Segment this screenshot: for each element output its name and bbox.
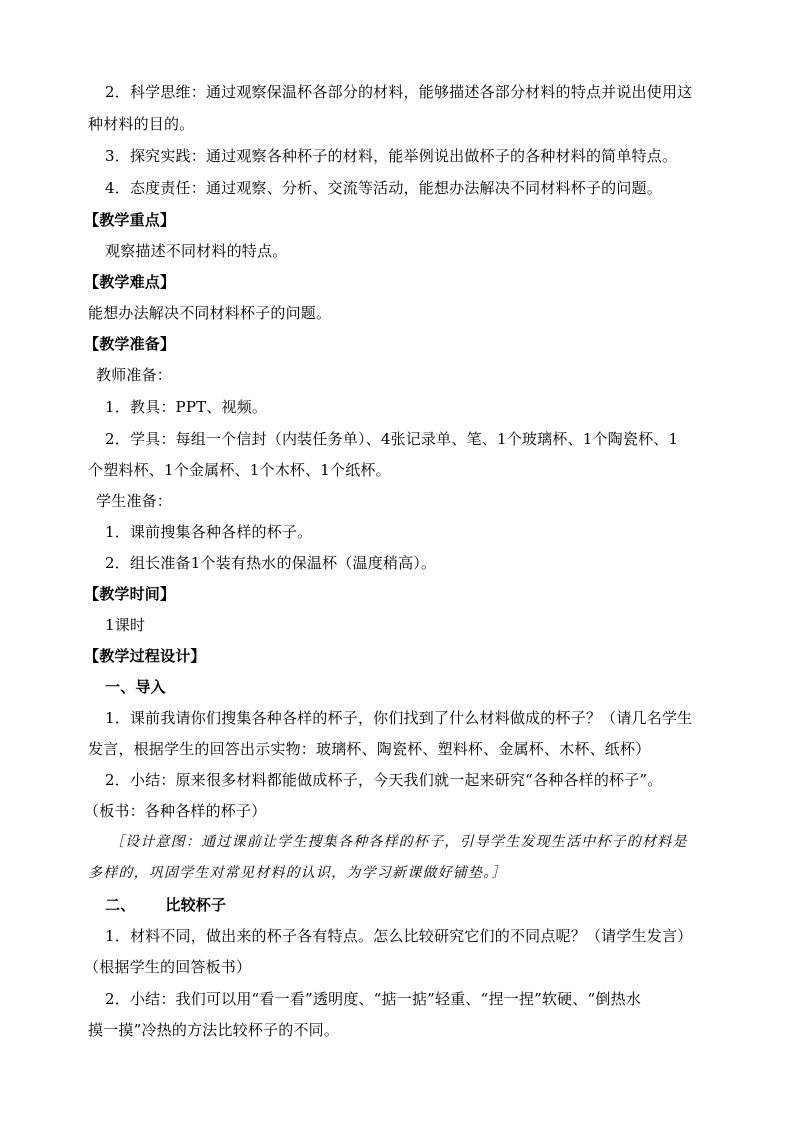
- section-1-title: 一、导入: [105, 678, 166, 696]
- objective-2-line-2: 种材料的目的。: [88, 115, 195, 133]
- section-2-title: 比较杯子: [165, 896, 227, 914]
- section-2-item-1-line-2: （根据学生的回答板书）: [84, 958, 252, 976]
- design-intent-line-1: ［设计意图：通过课前让学生搜集各种各样的杯子，引导学生发现生活中杯子的材料是: [110, 834, 688, 850]
- section-1-item-1-line-2: 发言，根据学生的回答出示实物：玻璃杯、陶瓷杯、塑料杯、金属杯、木杯、纸杯）: [88, 740, 651, 758]
- design-intent-line-2: 多样的，巩固学生对常见材料的认识，为学习新课做好铺垫。］: [88, 865, 507, 881]
- teacher-preparation-item-1: 1．教具：PPT、视频。: [105, 398, 268, 416]
- student-preparation-item-2: 2．组长准备1个装有热水的保温杯（温度稍高）。: [105, 554, 437, 572]
- section-1-item-2-line-1: 2．小结：原来很多材料都能做成杯子，今天我们就一起来研究“各种各样的杯子”。: [105, 771, 663, 789]
- objective-3: 3．探究实践：通过观察各种杯子的材料，能举例说出做杯子的各种材料的简单特点。: [105, 147, 678, 165]
- process-heading: 【教学过程设计】: [84, 647, 206, 665]
- preparation-heading: 【教学准备】: [84, 335, 176, 353]
- teacher-preparation-item-2-line-2: 个塑料杯、1个金属杯、1个木杯、1个纸杯。: [88, 461, 391, 479]
- section-1-item-1-line-1: 1．课前我请你们搜集各种各样的杯子，你们找到了什么材料做成的杯子？（请几名学生: [105, 709, 693, 727]
- key-points-content: 观察描述不同材料的特点。: [105, 242, 288, 260]
- teacher-preparation-label: 教师准备：: [96, 366, 173, 384]
- difficult-points-heading: 【教学难点】: [84, 273, 176, 291]
- section-2-item-1-line-1: 1．材料不同，做出来的杯子各有特点。怎么比较研究它们的不同点呢？（请学生发言）: [105, 927, 693, 945]
- time-heading: 【教学时间】: [84, 585, 176, 603]
- objective-2-line-1: 2．科学思维：通过观察保温杯各部分的材料，能够描述各部分材料的特点并说出使用这: [105, 83, 693, 101]
- section-2-item-2-line-2: 摸一摸”冷热的方法比较杯子的不同。: [88, 1021, 340, 1039]
- teacher-preparation-item-2-line-1: 2．学具：每组一个信封（内装任务单）、4张记录单、笔、1个玻璃杯、1个陶瓷杯、1: [105, 430, 679, 448]
- student-preparation-label: 学生准备：: [96, 492, 173, 510]
- objective-4: 4．态度责任：通过观察、分析、交流等活动，能想办法解决不同材料杯子的问题。: [105, 179, 662, 197]
- key-points-heading: 【教学重点】: [84, 211, 176, 229]
- section-2-item-2-line-1: 2．小结：我们可以用“看一看”透明度、“掂一掂”轻重、“捏一捏”软硬、“倒热水: [105, 990, 642, 1008]
- section-2-number: 二、: [105, 896, 136, 914]
- section-2-heading: [105, 895, 226, 915]
- section-1-item-2-line-2: （板书：各种各样的杯子）: [84, 802, 267, 820]
- time-content: 1课时: [105, 616, 146, 634]
- difficult-points-content: 能想办法解决不同材料杯子的问题。: [88, 304, 332, 322]
- student-preparation-item-1: 1．课前搜集各种各样的杯子。: [105, 523, 313, 541]
